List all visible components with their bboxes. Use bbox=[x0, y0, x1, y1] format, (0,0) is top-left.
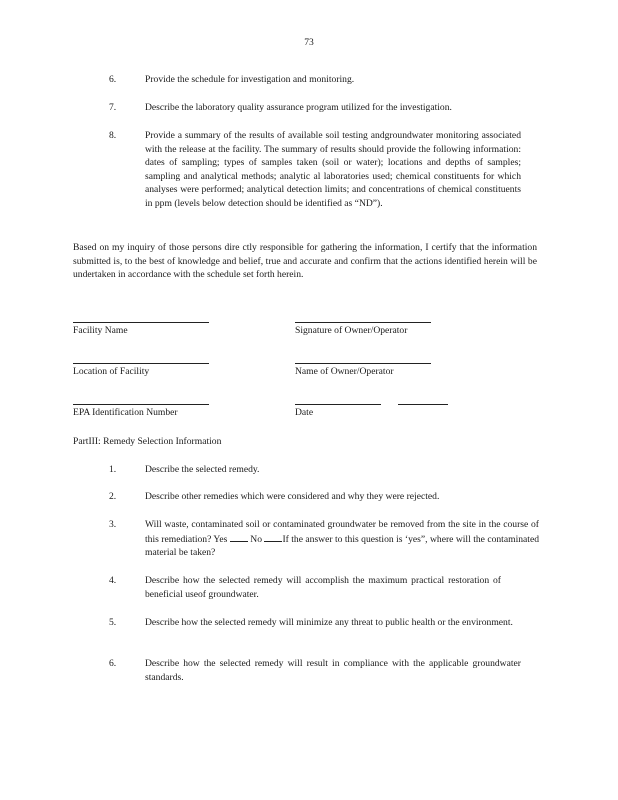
date-line[interactable] bbox=[295, 404, 381, 405]
item-text: Describe other remedies which were considered and why they were rejected. bbox=[145, 491, 440, 502]
location-label: Location of Facility bbox=[73, 366, 150, 377]
item-text: Describe how the selected remedy will minimize any threat to public health or the environment. bbox=[145, 617, 513, 628]
owner-name-line[interactable] bbox=[295, 363, 431, 364]
page-number: 73 bbox=[304, 37, 314, 48]
epa-id-line[interactable] bbox=[73, 404, 209, 405]
epa-id-label: EPA Identification Number bbox=[73, 407, 178, 418]
item-text: Describe how the selected remedy will accomplish the maximum practical restoration of beneficial useof groundwater. bbox=[145, 575, 501, 600]
date-label: Date bbox=[295, 407, 314, 418]
item-number: 3. bbox=[109, 519, 117, 530]
signature-line[interactable] bbox=[295, 322, 431, 323]
part3-heading: PartIII: Remedy Selection Information bbox=[73, 436, 222, 447]
item-number: 6. bbox=[109, 74, 117, 85]
item-number: 8. bbox=[109, 130, 117, 141]
item-text-part: Will waste, contaminated soil or contaminated groundwater be removed from the site in the course of this remediation? Yes bbox=[145, 519, 539, 545]
item-number: 5. bbox=[109, 617, 117, 628]
item-text: Describe the selected remedy. bbox=[145, 464, 260, 475]
location-line[interactable] bbox=[73, 363, 209, 364]
certification-paragraph: Based on my inquiry of those persons dire ctly responsible for gathering the information, I certify that the information submitted is, to the best of knowledge and belief, true and accurate and confirm that the actions identified herein will be undertaken in accordance with the schedule set forth herein. bbox=[73, 242, 537, 281]
item-number: 6. bbox=[109, 658, 117, 669]
item-text bbox=[145, 518, 539, 560]
item-number: 7. bbox=[109, 102, 117, 113]
item-text: Provide the schedule for investigation and monitoring. bbox=[145, 74, 355, 85]
item-number: 4. bbox=[109, 575, 117, 586]
no-blank[interactable] bbox=[264, 532, 282, 542]
facility-name-label: Facility Name bbox=[73, 325, 128, 336]
item-text-part: If the answer to this question is ‘yes”, where will the contaminated material be taken? bbox=[145, 533, 540, 559]
yes-blank[interactable] bbox=[230, 532, 248, 542]
date-line-2[interactable] bbox=[398, 404, 448, 405]
owner-name-label: Name of Owner/Operator bbox=[295, 366, 394, 377]
item-text: Describe how the selected remedy will result in compliance with the applicable groundwater standards. bbox=[145, 658, 521, 683]
item-text: Describe the laboratory quality assurance program utilized for the investigation. bbox=[145, 102, 452, 113]
item-number: 1. bbox=[109, 464, 117, 475]
item-text: Provide a summary of the results of available soil testing andgroundwater monitoring associated with the release at the facility. The summary of results should provide the following information: dates of sampling; types of samples taken (soil or water); locations and depths of samples; sampling and analytical methods; analytic al laboratories used; chemical constituents for which analyses were performed; analytical detection limits; and concentrations of chemical constituents in ppm (levels below detection should be identified as “ND”). bbox=[145, 130, 521, 209]
item-number: 2. bbox=[109, 491, 117, 502]
signature-label: Signature of Owner/Operator bbox=[295, 325, 408, 336]
item-text-part: No bbox=[250, 533, 262, 545]
facility-name-line[interactable] bbox=[73, 322, 209, 323]
